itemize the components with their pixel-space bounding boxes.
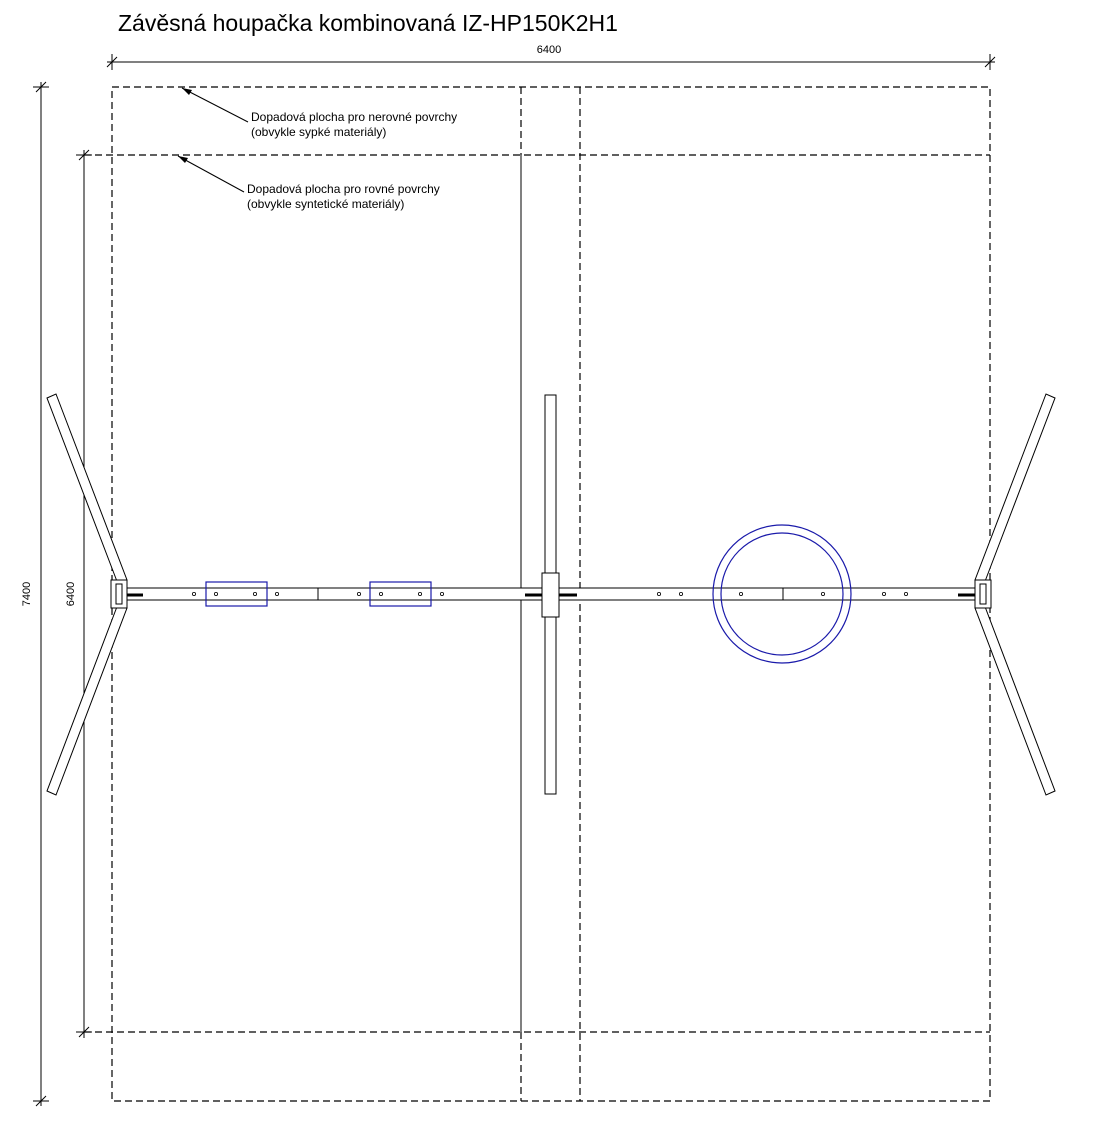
annotation-even-line2: (obvykle syntetické materiály)	[247, 197, 405, 211]
top-dimension	[107, 44, 995, 70]
top-dimension-label: 6400	[536, 44, 562, 56]
annotation-even	[178, 156, 440, 211]
left-a-frame	[47, 394, 127, 795]
left-inner-dimension-label: 6400	[65, 581, 77, 607]
left-outer-dimension-label: 7400	[21, 581, 33, 607]
left-outer-dimension	[21, 82, 49, 1106]
annotation-uneven-line2: (obvykle sypké materiály)	[251, 125, 387, 139]
annotation-uneven-line1: Dopadová plocha pro nerovné povrchy	[251, 110, 458, 124]
drawing-title: Závěsná houpačka kombinovaná IZ-HP150K2H1	[118, 10, 618, 36]
left-inner-dimension	[65, 150, 92, 1038]
annotation-even-line1: Dopadová plocha pro rovné povrchy	[247, 182, 440, 196]
right-a-frame	[975, 394, 1055, 795]
center-post	[542, 395, 559, 794]
annotation-uneven	[182, 88, 457, 139]
